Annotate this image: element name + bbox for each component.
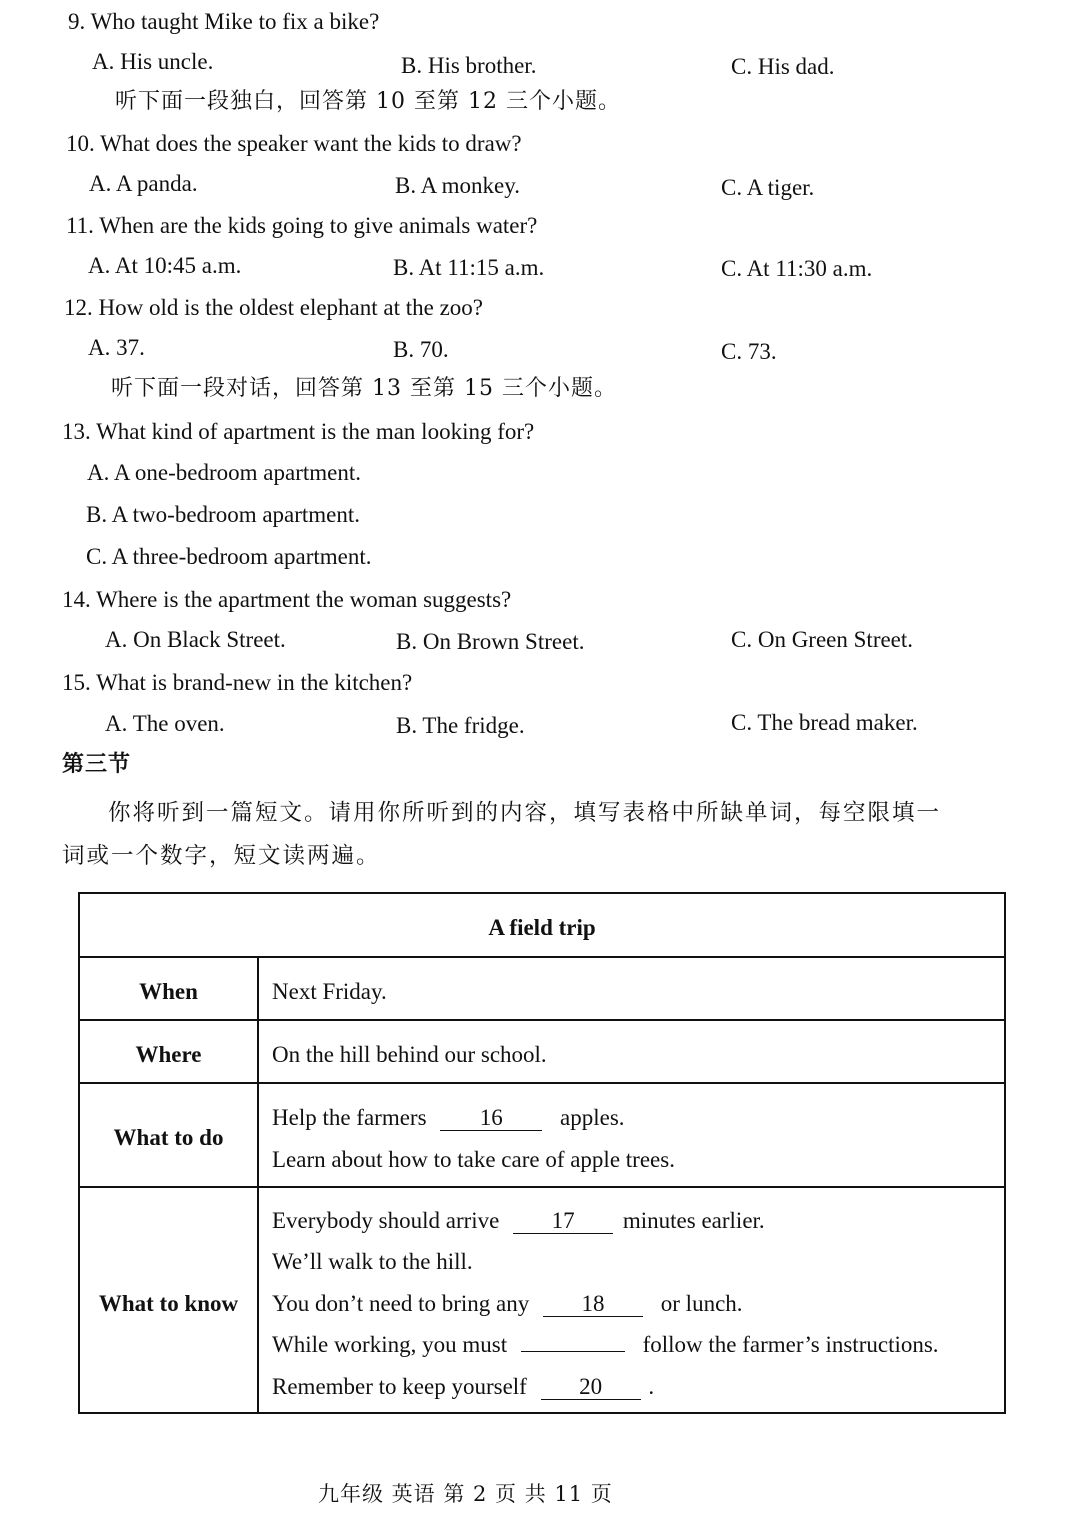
- question-14-option-a: A. On Black Street.: [105, 627, 286, 652]
- table-divider: [80, 1082, 1004, 1084]
- answer-blank-16: 16: [440, 1106, 542, 1131]
- row-label-where: Where: [135, 1042, 202, 1067]
- table-divider: [80, 956, 1004, 958]
- question-9-stem: 9. Who taught Mike to fix a bike?: [68, 9, 380, 34]
- question-14-option-c: C. On Green Street.: [731, 627, 914, 652]
- answer-blank-20: 20: [541, 1375, 641, 1400]
- where-value: On the hill behind our school.: [272, 1042, 547, 1067]
- table-column-divider: [257, 956, 259, 1412]
- know-line-5-text: Remember to keep yourself: [272, 1374, 527, 1399]
- question-12-stem: 12. How old is the oldest elephant at the zoo?: [64, 295, 484, 320]
- know-line-4-tail: follow the farmer’s instructions.: [642, 1332, 939, 1357]
- question-11-stem: 11. When are the kids going to give animals water?: [66, 213, 538, 238]
- instruction-monologue: 听下面一段独白，回答第 10 至第 12 三个小题。: [115, 89, 621, 114]
- question-15-option-b: B. The fridge.: [396, 713, 525, 738]
- todo-line-1: [272, 1106, 625, 1131]
- know-line-3-text: You don’t need to bring any: [272, 1291, 530, 1316]
- question-14-option-b: B. On Brown Street.: [396, 629, 585, 654]
- section-3-instruction-line2: 词或一个数字，短文读两遍。: [62, 843, 381, 869]
- know-line-5-tail: .: [648, 1374, 655, 1399]
- page-footer: 九年级 英语 第 2 页 共 11 页: [318, 1482, 613, 1506]
- todo-line-1-tail: apples.: [560, 1105, 625, 1130]
- question-12-option-c: C. 73.: [721, 339, 777, 364]
- row-label-when: When: [139, 979, 198, 1004]
- section-3-instruction-line1: 你将听到一篇短文。请用你所听到的内容，填写表格中所缺单词，每空限填一: [108, 800, 942, 826]
- instruction-dialogue: 听下面一段对话，回答第 13 至第 15 三个小题。: [111, 376, 617, 401]
- know-line-1-tail: minutes earlier.: [622, 1208, 765, 1233]
- know-line-5: [272, 1375, 654, 1400]
- question-10-option-b: B. A monkey.: [395, 173, 521, 198]
- question-9-option-c: C. His dad.: [731, 54, 835, 79]
- question-10-stem: 10. What does the speaker want the kids to draw?: [66, 131, 522, 156]
- know-line-4: [272, 1333, 939, 1356]
- question-11-option-a: A. At 10:45 a.m.: [88, 253, 242, 278]
- question-11-option-b: B. At 11:15 a.m.: [393, 255, 545, 280]
- question-13-stem: 13. What kind of apartment is the man looking for?: [62, 419, 535, 444]
- row-label-what-to-do: What to do: [113, 1125, 224, 1150]
- question-10-option-a: A. A panda.: [89, 171, 198, 196]
- know-line-3-tail: or lunch.: [660, 1291, 743, 1316]
- question-10-option-c: C. A tiger.: [721, 175, 815, 200]
- know-line-1-text: Everybody should arrive: [272, 1208, 500, 1233]
- section-3-title: 第三节: [62, 751, 132, 777]
- answer-blank-19: [521, 1350, 625, 1352]
- row-label-what-to-know: What to know: [98, 1291, 239, 1316]
- know-line-4-text: While working, you must: [272, 1332, 508, 1357]
- know-line-1: [272, 1209, 765, 1234]
- todo-line-2: Learn about how to take care of apple trees.: [272, 1147, 675, 1172]
- question-11-option-c: C. At 11:30 a.m.: [721, 256, 873, 281]
- table-divider: [80, 1019, 1004, 1021]
- question-13-option-a: A. A one-bedroom apartment.: [87, 460, 362, 485]
- answer-blank-17: 17: [513, 1209, 613, 1234]
- question-9-option-a: A. His uncle.: [92, 49, 214, 74]
- table-divider: [80, 1186, 1004, 1188]
- table-title: A field trip: [488, 915, 596, 940]
- question-9-option-b: B. His brother.: [401, 53, 537, 78]
- question-12-option-a: A. 37.: [88, 335, 145, 360]
- know-line-2: We’ll walk to the hill.: [272, 1249, 473, 1274]
- field-trip-table: [78, 892, 1006, 1414]
- question-12-option-b: B. 70.: [393, 337, 449, 362]
- question-15-stem: 15. What is brand-new in the kitchen?: [62, 670, 413, 695]
- question-15-option-a: A. The oven.: [105, 711, 225, 736]
- todo-line-1-text: Help the farmers: [272, 1105, 427, 1130]
- question-14-stem: 14. Where is the apartment the woman suggests?: [62, 587, 512, 612]
- when-value: Next Friday.: [272, 979, 387, 1004]
- question-13-option-c: C. A three-bedroom apartment.: [86, 544, 372, 569]
- know-line-3: [272, 1292, 743, 1317]
- question-13-option-b: B. A two-bedroom apartment.: [86, 502, 361, 527]
- question-15-option-c: C. The bread maker.: [731, 710, 918, 735]
- answer-blank-18: 18: [543, 1292, 643, 1317]
